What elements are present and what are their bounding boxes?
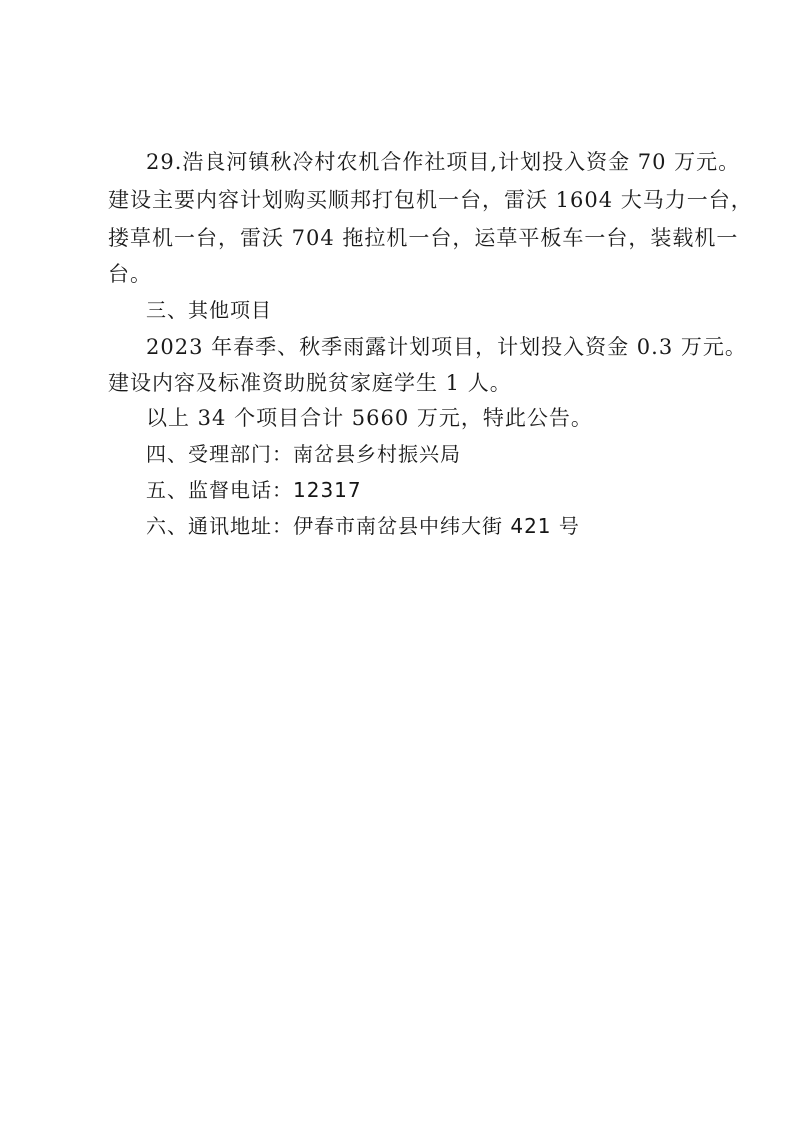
project-29-line-2: 建设主要内容计划购买顺邦打包机一台，雷沃 1604 大马力一台， (108, 188, 753, 212)
section-three-heading: 三、其他项目 (146, 298, 272, 322)
other-project-line-1: 2023 年春季、秋季雨露计划项目，计划投入资金 0.3 万元。 (146, 335, 747, 359)
project-29-line-1: 29.浩良河镇秋冷村农机合作社项目,计划投入资金 70 万元。 (146, 150, 741, 174)
project-29-line-3: 搂草机一台，雷沃 704 拖拉机一台，运草平板车一台，装载机一 (108, 226, 739, 250)
phone-heading: 五、监督电话：12317 (146, 478, 362, 502)
address-heading: 六、通讯地址：伊春市南岔县中纬大街 421 号 (146, 514, 580, 538)
other-project-line-2: 建设内容及标准资助脱贫家庭学生 1 人。 (108, 371, 512, 395)
project-29-line-4: 台。 (108, 262, 152, 286)
summary-line: 以上 34 个项目合计 5660 万元，特此公告。 (146, 406, 593, 430)
department-heading: 四、受理部门：南岔县乡村振兴局 (146, 442, 461, 466)
